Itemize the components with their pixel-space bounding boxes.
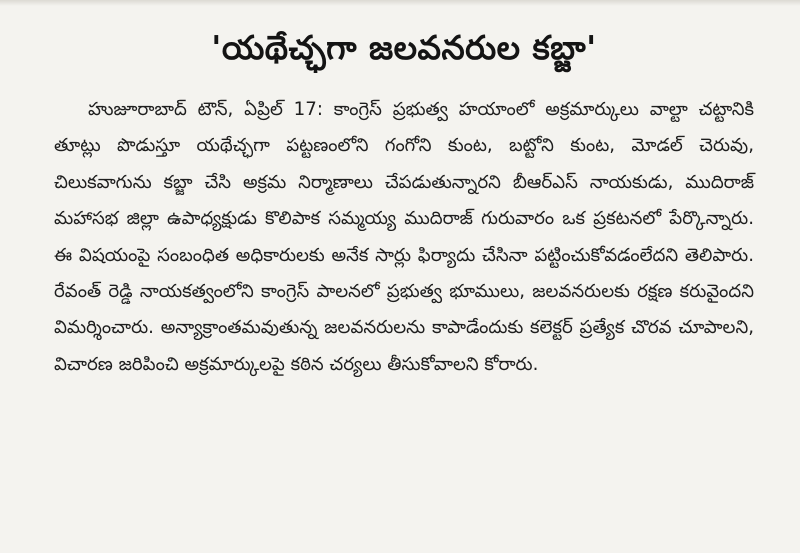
page-top-edge <box>0 0 800 6</box>
article-body: హుజూరాబాద్ టౌన్, ఏప్రిల్ 17: కాంగ్రెస్ ప్రభుత్వ హయాంలో అక్రమార్కులు వాల్టా చట్టానికి తూట్లు పొడుస్తూ యథేచ్ఛగా పట్టణంలోని గంగోని కుంట, బట్టోని కుంట, మోడల్ చెరువు, చిలుకవాగును కబ్జా చేసి అక్రమ నిర్మాణాలు చేపడుతున్నారని బీఆర్ఎస్ నాయకుడు, ముదిరాజ్ మహాసభ జిల్లా ఉపాధ్యక్షుడు కొలిపాక సమ్మయ్య ముదిరాజ్ గురువారం ఒక ప్రకటనలో పేర్కొన్నారు. ఈ విషయంపై సంబంధిత అధికారులకు అనేక సార్లు ఫిర్యాదు చేసినా పట్టించుకోవడంలేదని తెలిపారు. రేవంత్ రెడ్డి నాయకత్వంలోని కాంగ్రెస్ పాలనలో ప్రభుత్వ భూములు, జలవనరులకు రక్షణ కరువైందని విమర్శించారు. అన్యాక్రాంతమవుతున్న జలవనరులను కాపాడేందుకు కలెక్టర్ ప్రత్యేక చొరవ చూపాలని, విచారణ జరిపించి అక్రమార్కులపై కఠిన చర్యలు తీసుకోవాలని కోరారు. <box>54 99 754 375</box>
article-headline: 'యథేచ్ఛగా జలవనరుల కబ్జా' <box>211 28 597 67</box>
news-article <box>54 22 754 383</box>
